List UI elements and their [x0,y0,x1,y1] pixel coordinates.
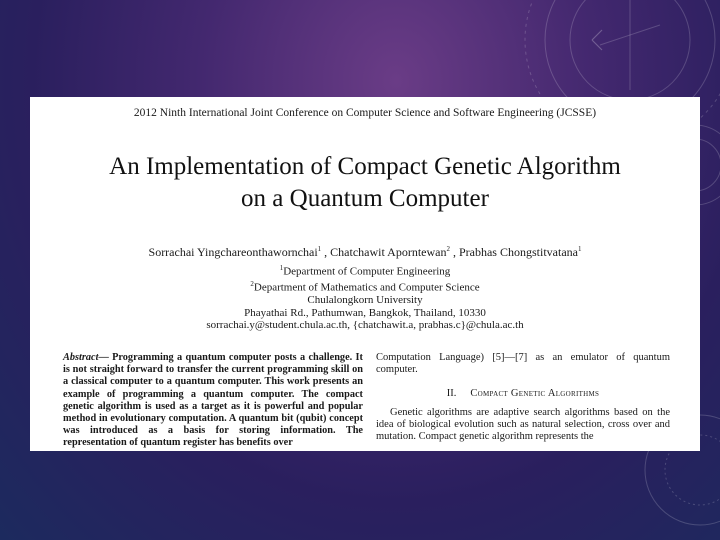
affiliation-1 [30,262,700,278]
affiliation-1-marker: 1 [279,264,284,272]
author-1: Sorrachai Yingchareonthawornchai [148,245,318,259]
intro-text: Computation Language) [5]—[7] as an emulator of quantum computer. [376,352,670,376]
affiliations [30,262,700,332]
title-line-1: An Implementation of Compact Genetic Algorithm [109,153,621,180]
affiliation-1-text: Department of Computer Engineering [283,265,451,278]
author-list [30,245,700,260]
abstract-text: — Programming a quantum computer posts a challenge. It is not straight forward to transfer the current programming skill on a classical computer to a quantum computer. This work presents an example of programming a quantum computer. The compact genetic algorithm is used as a target as it is powerful and popular method in evolutionary computation. A quantum bit (qubit) concept was introduced as a basis for storing information. The representation of quantum register has benefits over [63,352,363,449]
abstract [63,352,363,450]
university: Chulalongkorn University [307,294,423,307]
paper-title [30,151,700,215]
affiliation-2 [30,278,700,294]
section-number: II. [446,388,457,400]
affiliation-2-marker: 2 [250,280,254,289]
author-1-affil: 1 [317,245,322,253]
author-2-affil: 2 [446,245,450,253]
abstract-label: Abstract [63,352,99,363]
author-separator: , [449,245,459,259]
author-3-affil: 1 [577,245,582,253]
conference-header: 2012 Ninth International Joint Conference on Computer Science and Software Engineering (JCSSE) [133,107,597,119]
author-2: Chatchawit Aporntewan [330,245,447,259]
author-separator: , [321,245,331,259]
right-column [376,352,670,443]
section-heading [376,388,670,400]
author-3: Prabhas Chongstitvatana [458,245,578,259]
title-line-2: on a Quantum Computer [241,185,489,212]
affiliation-2-text: Department of Mathematics and Computer Science [253,281,480,294]
section-paragraph: Genetic algorithms are adaptive search algorithms based on the idea of biological evolution such as natural selection, cross over and mutation. Compact genetic algorithm represents the [376,406,670,443]
emails: sorrachai.y@student.chula.ac.th, {chatchawit.a, prabhas.c}@chula.ac.th [206,319,524,332]
paper-page [30,97,700,451]
section-title: Compact Genetic Algorithms [470,388,600,400]
address: Phayathai Rd., Pathumwan, Bangkok, Thailand, 10330 [244,306,486,319]
